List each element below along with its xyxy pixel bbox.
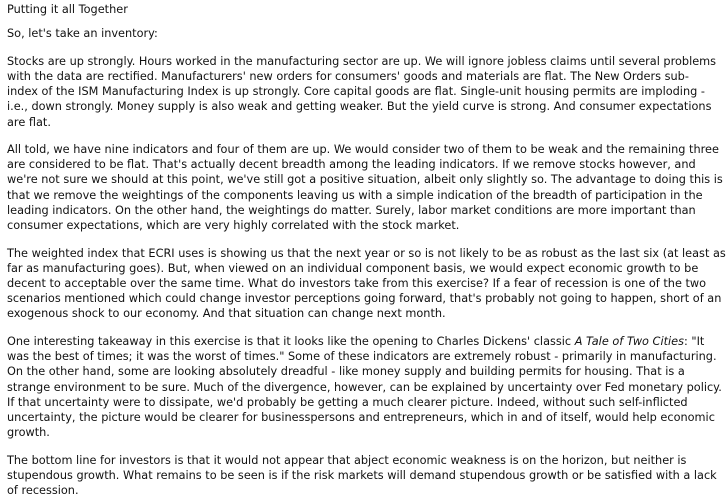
text-line: The weighted index that ECRI uses is showing us that the next year or so is not likely to be as robust as the last six (at least as: [7, 246, 726, 260]
text-line: consumer expectations, which are very highly correlated with the stock market.: [7, 219, 460, 233]
article-body: [7, 0, 726, 498]
text-line: far as manufacturing goes). But, when viewed on an individual component basis, we would expect economic growth to be: [7, 261, 699, 275]
text-line: growth.: [7, 426, 50, 440]
text-run: One interesting takeaway in this exercise is that it looks like the opening to Charles Dickens' classic: [7, 334, 575, 348]
text-line: of recession.: [7, 484, 79, 498]
text-line: with the data are rectified. Manufacturers' new orders for consumers' goods and materials are flat. The New Orders sub-: [7, 69, 689, 83]
text-run: : "It: [684, 334, 705, 348]
text-line: leading indicators. On the other hand, the weightings do matter. Surely, labor market conditions are more important than: [7, 203, 696, 217]
text-line: exogenous shock to our economy. And that situation can change next month.: [7, 307, 446, 321]
text-line: that we remove the weightings of the components leaving us with a simple indication of the breadth of participation in the: [7, 188, 703, 202]
paragraph-bottom-line: [7, 453, 717, 498]
text-line: are considered to be flat. That's actually decent breadth among the leading indicators. If we remove stocks however, and: [7, 158, 696, 172]
paragraph-indicator-list: [7, 54, 717, 130]
text-line: On the other hand, some are looking absolutely dreadful - like money supply and building permits for housing. That is a: [7, 365, 685, 379]
text-line: The bottom line for investors is that it would not appear that abject economic weakness is on the horizon, but neither is: [7, 453, 687, 467]
text-line: scenarios mentioned which could change investor perceptions going forward, that's probably not going to happen, short of an: [7, 292, 722, 306]
text-line: Stocks are up strongly. Hours worked in the manufacturing sector are up. We will ignore jobless claims until several problems: [7, 54, 717, 68]
text-line: index of the ISM Manufacturing Index is up strongly. Core capital goods are flat. Single-unit housing permits are imploding -: [7, 85, 705, 99]
text-line: decent to acceptable over the same time. What do investors take from this exercise? If a fear of recession is one of the two: [7, 276, 707, 290]
paragraph-dickens-takeaway: [7, 334, 722, 440]
text-line: stupendous growth. What remains to be seen is if the risk markets will demand stupendous growth or be satisfied with a lack: [7, 468, 717, 482]
text-line: So, let's take an inventory:: [7, 27, 158, 41]
paragraph-inventory-intro: [7, 26, 693, 41]
book-title: A Tale of Two Cities: [574, 334, 684, 348]
text-line: are flat.: [7, 115, 51, 129]
text-line: we're not sure we should at this point, we've still got a positive situation, albeit only slightly so. The advantage to doing this is: [7, 173, 723, 187]
text-line: strange environment to be sure. Much of the divergence, however, can be explained by uncertainty over Fed monetary policy.: [7, 380, 722, 394]
section-heading: Putting it all Together: [7, 3, 128, 16]
text-line: [7, 334, 705, 349]
text-line: i.e., down strongly. Money supply is also weak and getting weaker. But the yield curve is strong. And consumer expectations: [7, 100, 712, 114]
text-line: was the best of times; it was the worst of times." Some of these indicators are extremely robust - primarily in manufacturing.: [7, 350, 717, 364]
text-line: uncertainty, the picture would be clearer for businesspersons and entrepreneurs, which in and of itself, would help economic: [7, 410, 715, 424]
paragraph-tally: [7, 142, 723, 233]
text-line: All told, we have nine indicators and four of them are up. We would consider two of them to be weak and the remaining three: [7, 143, 719, 157]
paragraph-ecri-index: [7, 246, 726, 322]
text-line: If that uncertainty were to dissipate, we'd probably be getting a much clearer picture. Indeed, without such self-inflicted: [7, 395, 688, 409]
